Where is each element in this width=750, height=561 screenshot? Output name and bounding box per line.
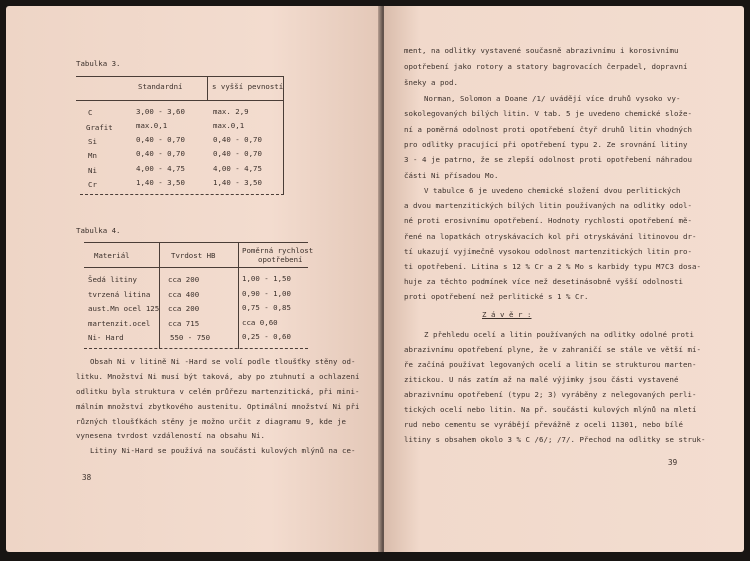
table4-header-wear-rate-2: opotřebení [258, 255, 303, 264]
table3-cell: Si [88, 137, 97, 146]
text-line: ti opotřebení. Litina s 12 % Cr a 2 % Mo s karbidy typu M7C3 dosa- [404, 262, 701, 271]
text-line: a dvou martenzitických bílých litin používaných na odlitky odol- [404, 201, 692, 210]
section-heading: Z á v ě r : [482, 310, 532, 319]
table4-cell: Ni- Hard [88, 333, 124, 342]
text-line: né proti erosivnímu opotřebení. Hodnoty rychlosti opotřebení mě- [404, 216, 692, 225]
table4-cell: aust.Mn ocel 125 [88, 304, 160, 313]
table3-cell: 0,40 - 0,70 [136, 149, 185, 158]
table3-cell: Ni [88, 166, 97, 175]
table4-cell: 1,00 - 1,50 [242, 274, 291, 283]
table4-cell: cca 400 [168, 290, 200, 299]
text-line: abrazivnímu opotřebení plyne, že v zahraničí se stále ve větší mí- [404, 345, 701, 354]
text-line: různých tloušťkách stěny je možno určit z diagramu 9, kde je [76, 417, 346, 426]
text-line: Norman, Solomon a Doane /1/ uvádějí více druhů vysoko vy- [424, 94, 681, 103]
text-line: ní a poměrná odolnost proti opotřebení čtyř druhů litin vhodných [404, 125, 692, 134]
page-number: 38 [82, 473, 92, 482]
table3-cell: 3,00 - 3,60 [136, 107, 185, 116]
table4-cell: cca 200 [168, 275, 200, 284]
left-page [6, 6, 384, 552]
table3-cell: 1,40 - 3,50 [136, 178, 185, 187]
page-number: 39 [668, 458, 678, 467]
table4-cell: tvrzená litina [88, 290, 151, 299]
table4-cell: 0,90 - 1,00 [242, 289, 291, 298]
text-line: ře začíná používat legovaných ocelí a litin se strukturou marten- [404, 360, 697, 369]
table4-header-hardness: Tvrdost HB [171, 251, 216, 260]
table3-header-high-strength: s vyšší pevností [212, 82, 284, 91]
text-line: části Ni přísadou Mo. [404, 171, 499, 180]
table3-cell: 0,40 - 0,70 [213, 135, 262, 144]
text-line: pro odlitky pracující při opotřebení typu 2. Ze srovnání litiny [404, 140, 688, 149]
text-line: proti opotřebení než perlitické s 1 % Cr. [404, 292, 589, 301]
text-line: tických ocelí nebo litin. Na př. součásti kulových mlýnů na mletí [404, 405, 697, 414]
table4-caption: Tabulka 4. [76, 226, 121, 235]
table4-header-material: Materiál [94, 251, 130, 260]
table4-cell: martenzit.ocel [88, 319, 151, 328]
text-line: Obsah Ni v litině Ni -Hard se volí podle tloušťky stěny od- [90, 357, 356, 366]
text-line: litiny s obsahem okolo 3 % C /6/; /7/. Přechod na odlitky se struk- [404, 435, 706, 444]
table3-cell: Grafit [86, 123, 113, 132]
table3-cell: 0,40 - 0,70 [213, 149, 262, 158]
table3-header-standard: Standardní [138, 82, 183, 91]
table4-cell: cca 715 [168, 319, 200, 328]
table3-cell: C [88, 108, 93, 117]
text-line: vynesena tvrdost vzdáleností na obsahu Ni. [76, 431, 265, 440]
table3-cell: 1,40 - 3,50 [213, 178, 262, 187]
table4-cell: 550 - 750 [170, 333, 211, 342]
table4-cell: 0,75 - 0,85 [242, 303, 291, 312]
text-line: huje za těchto podmínek více než desetinásobně vyšší odolnosti [404, 277, 683, 286]
table3-cell: 4,00 - 4,75 [213, 164, 262, 173]
text-line: zitickou. U nás zatím až na malé výjimky jsou části vystavené [404, 375, 679, 384]
right-page [384, 6, 744, 552]
table4-cell: cca 200 [168, 304, 200, 313]
table3-cell: max.0,1 [136, 121, 168, 130]
table3-cell: max. 2,9 [213, 107, 249, 116]
table4-cell: 0,25 - 0,60 [242, 332, 291, 341]
table4-cell: Šedá litiny [88, 275, 137, 284]
text-line: tí ukazují vyjímečně vysokou odolnost martenzitických litin pro- [404, 247, 692, 256]
table3-cell: max.0,1 [213, 121, 245, 130]
text-line: řené na lopatkách otryskávacích kol při otryskávání litinovou dr- [404, 232, 697, 241]
text-line: ment, na odlitky vystavené současně abrazivnímu i korosivnímu [404, 46, 679, 55]
text-line: litku. Množství Ni musí být taková, aby po ztuhnutí a ochlazení [76, 372, 360, 381]
text-line: Litiny Ni-Hard se používá na součásti kulových mlýnů na ce- [90, 446, 356, 455]
text-line: 3 - 4 je patrno, že se zlepší odolnost proti opotřebení náhradou [404, 155, 692, 164]
table4-cell: cca 0,60 [242, 318, 278, 327]
table3-cell: Cr [88, 180, 97, 189]
text-line: V tabulce 6 je uvedeno chemické složení dvou perlitických [424, 186, 681, 195]
text-line: Z přehledu ocelí a litin používaných na odlitky odolné proti [424, 330, 694, 339]
text-line: odlitku byla struktura v celém průřezu martenzitická, při mini- [76, 387, 360, 396]
table4-header-wear-rate: Poměrná rychlost [242, 246, 314, 255]
text-line: sokolegovaných bílých litin. V tab. 5 je uvedeno chemické slože- [404, 109, 692, 118]
table3-cell: 0,40 - 0,70 [136, 135, 185, 144]
table3-caption: Tabulka 3. [76, 59, 121, 68]
text-line: opotřebení jako rotory a statory bagrovacích čerpadel, dopravní [404, 62, 688, 71]
text-line: rud nebo cementu se vyrábějí převážně z oceli 11301, nebo bílé [404, 420, 683, 429]
text-line: abrazivnímu opotřebení (typu 2; 3) vyráběny z nelegovaných perli- [404, 390, 697, 399]
text-line: málním množství zbytkového austenitu. Optimální množství Ni při [76, 402, 360, 411]
text-line: šneky a pod. [404, 78, 458, 87]
table3-cell: Mn [88, 151, 97, 160]
table3-cell: 4,00 - 4,75 [136, 164, 185, 173]
